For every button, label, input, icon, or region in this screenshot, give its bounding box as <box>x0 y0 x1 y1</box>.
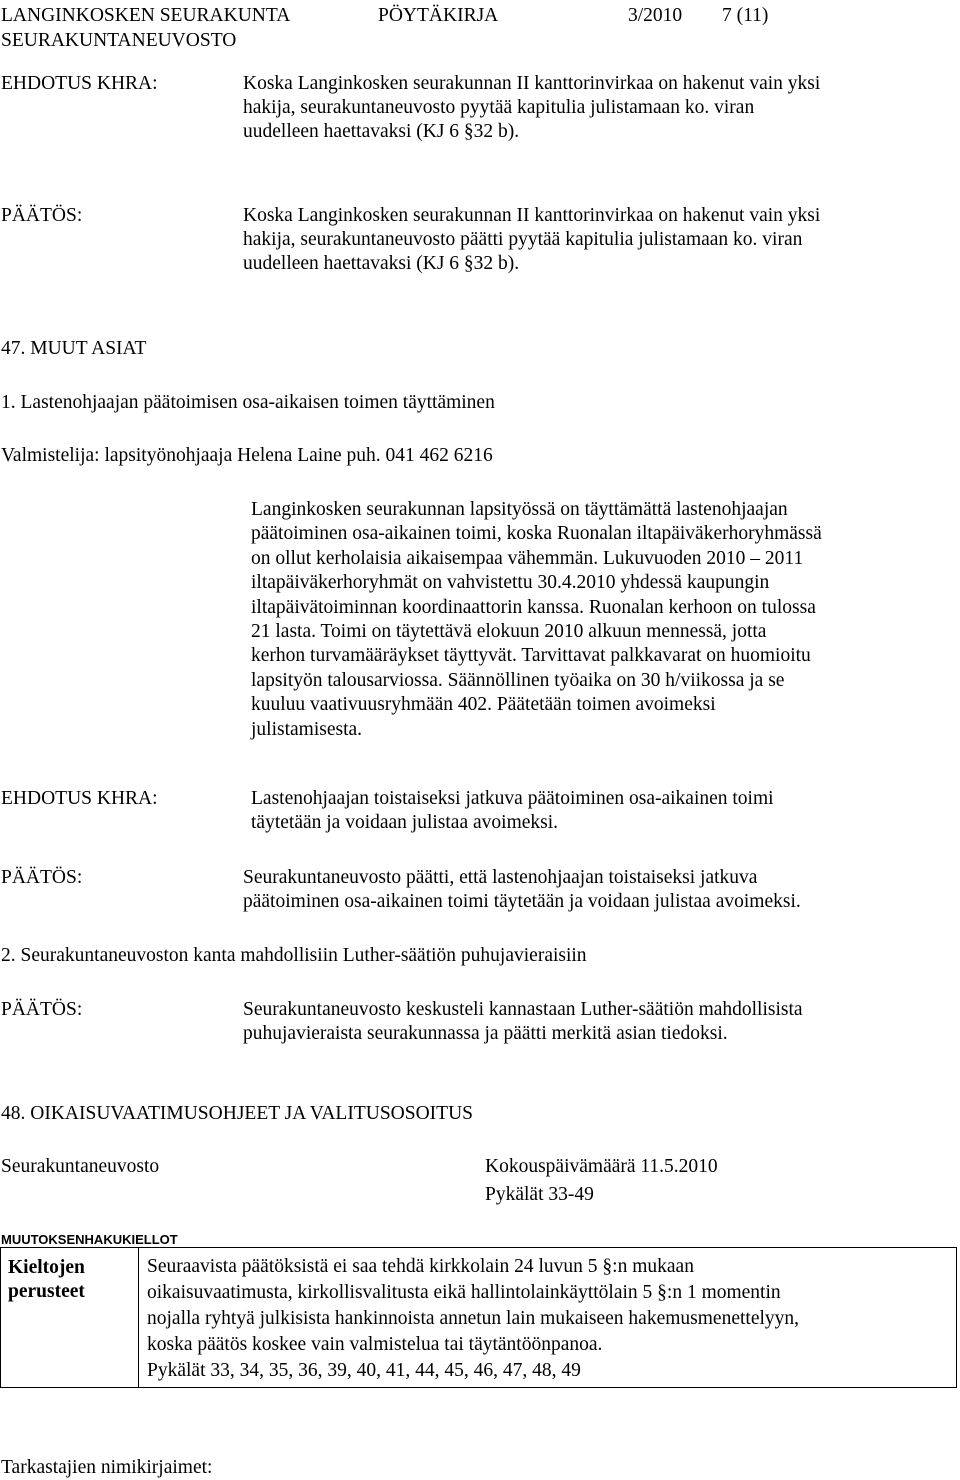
table-border-right <box>956 1248 957 1387</box>
section-heading-48: 48. OIKAISUVAATIMUSOHJEET JA VALITUSOSOITUS <box>1 1103 474 1124</box>
text-line: Seurakuntaneuvosto keskusteli kannastaan Luther-säätiön mahdollisista <box>243 999 803 1020</box>
text-line: lapsityön talousarviossa. Säännöllinen työaika on 30 h/viikossa ja se <box>251 669 785 691</box>
table-text-line: Seuraavista päätöksistä ei saa tehdä kirkkolain 24 luvun 5 §:n mukaan <box>147 1256 694 1277</box>
text-line: iltapäiväkerhoryhmät on vahvistettu 30.4.2010 yhdessä kaupungin <box>251 572 770 594</box>
text-line: Koska Langinkosken seurakunnan II kanttorinvirkaa on hakenut vain yksi <box>243 205 821 226</box>
decision-label: PÄÄTÖS: <box>1 205 83 226</box>
decision-text <box>243 204 820 276</box>
table-label-cell <box>8 1256 85 1304</box>
decision-label: PÄÄTÖS: <box>1 999 83 1020</box>
text-line: hakija, seurakuntaneuvosto päätti pyytää kapitulia julistamaan ko. viran <box>243 229 803 250</box>
table-label-line: perusteet <box>8 1281 85 1302</box>
text-line: Langinkosken seurakunnan lapsityössä on täyttämättä lastenohjaajan <box>251 499 788 520</box>
table-divider <box>138 1248 139 1387</box>
table-text-line: nojalla ryhtyä julkisista hankinnoista annetun lain mukaiseen hakemusmenettelyyn, <box>147 1308 800 1329</box>
proposal-text <box>251 787 774 835</box>
table-text-line: oikaisuvaatimusta, kirkollisvalitusta eikä hallintolainkäyttölain 5 §:n 1 momentin <box>147 1282 781 1303</box>
table-text-line: koska päätös koskee vain valmistelua tai täytäntöönpanoa. <box>147 1334 603 1355</box>
text-line: kuuluu vaativuusryhmään 402. Päätetään toimen avoimeksi <box>251 694 716 716</box>
org-name: LANGINKOSKEN SEURAKUNTA <box>1 5 291 26</box>
text-line: uudelleen haettavaksi (KJ 6 §32 b). <box>243 253 520 274</box>
proposal-label: EHDOTUS KHRA: <box>1 788 158 809</box>
document-type: PÖYTÄKIRJA <box>378 5 499 26</box>
proposal-label: EHDOTUS KHRA: <box>1 73 158 94</box>
text-line: täytetään ja voidaan julistaa avoimeksi. <box>251 812 559 833</box>
decision-text <box>243 866 801 914</box>
section-heading-47: 47. MUUT ASIAT <box>1 338 147 359</box>
table-label-line: Kieltojen <box>8 1257 85 1278</box>
decision-label: PÄÄTÖS: <box>1 867 83 888</box>
prohibitions-table <box>0 1247 957 1388</box>
text-line: iltapäivätoiminnan koordinaattorin kanssa. Ruonalan kerhoon on tulossa <box>251 596 816 618</box>
text-line: on ollut kerholaisia aikaisempaa vähemmän. Lukuvuoden 2010 – 2011 <box>251 547 804 569</box>
table-text-cell <box>147 1254 799 1384</box>
text-line: päätoiminen osa-aikainen toimi täytetään ja voidaan julistaa avoimeksi. <box>243 891 801 912</box>
item-2-title: 2. Seurakuntaneuvoston kanta mahdollisiin Luther-säätiön puhujavieraisiin <box>1 945 587 966</box>
table-border-left <box>0 1248 1 1387</box>
document-number: 3/2010 <box>628 5 683 26</box>
decision-text <box>243 998 803 1046</box>
sections-range: Pykälät 33-49 <box>485 1184 594 1205</box>
proposal-text <box>243 72 820 144</box>
body-name: Seurakuntaneuvosto <box>1 1156 160 1177</box>
text-line: puhujavieraista seurakunnassa ja päätti merkitä asian tiedoksi. <box>243 1023 728 1044</box>
text-line: 21 lasta. Toimi on täytettävä elokuun 2010 alkuun mennessä, jotta <box>251 621 767 643</box>
table-text-line: Pykälät 33, 34, 35, 36, 39, 40, 41, 44, 45, 46, 47, 48, 49 <box>147 1360 581 1381</box>
text-line: julistamisesta. <box>251 718 363 740</box>
text-line: kerhon turvamääräykset täyttyvät. Tarvittavat palkkavarat on huomioitu <box>251 645 811 667</box>
text-line: päätoiminen osa-aikainen toimi, koska Ruonalan iltapäiväkerhoryhmässä <box>251 523 822 545</box>
item-1-title: 1. Lastenohjaajan päätoimisen osa-aikaisen toimen täyttäminen <box>1 392 495 413</box>
page-number: 7 (11) <box>722 5 769 26</box>
text-line: Koska Langinkosken seurakunnan II kanttorinvirkaa on hakenut vain yksi <box>243 73 821 94</box>
text-line: Seurakuntaneuvosto päätti, että lastenohjaajan toistaiseksi jatkuva <box>243 867 758 888</box>
text-line: Lastenohjaajan toistaiseksi jatkuva päätoiminen osa-aikainen toimi <box>251 788 774 809</box>
preparer-line: Valmistelija: lapsityönohjaaja Helena Laine puh. 041 462 6216 <box>1 445 493 466</box>
item-1-body <box>251 498 822 742</box>
signatures-label: Tarkastajien nimikirjaimet: <box>1 1457 213 1478</box>
prohibitions-title: MUUTOKSENHAKUKIELLOT <box>1 1232 178 1247</box>
text-line: uudelleen haettavaksi (KJ 6 §32 b). <box>243 121 520 142</box>
meeting-date: Kokouspäivämäärä 11.5.2010 <box>485 1156 718 1177</box>
governing-body: SEURAKUNTANEUVOSTO <box>1 30 237 51</box>
text-line: hakija, seurakuntaneuvosto pyytää kapitulia julistamaan ko. viran <box>243 97 755 118</box>
